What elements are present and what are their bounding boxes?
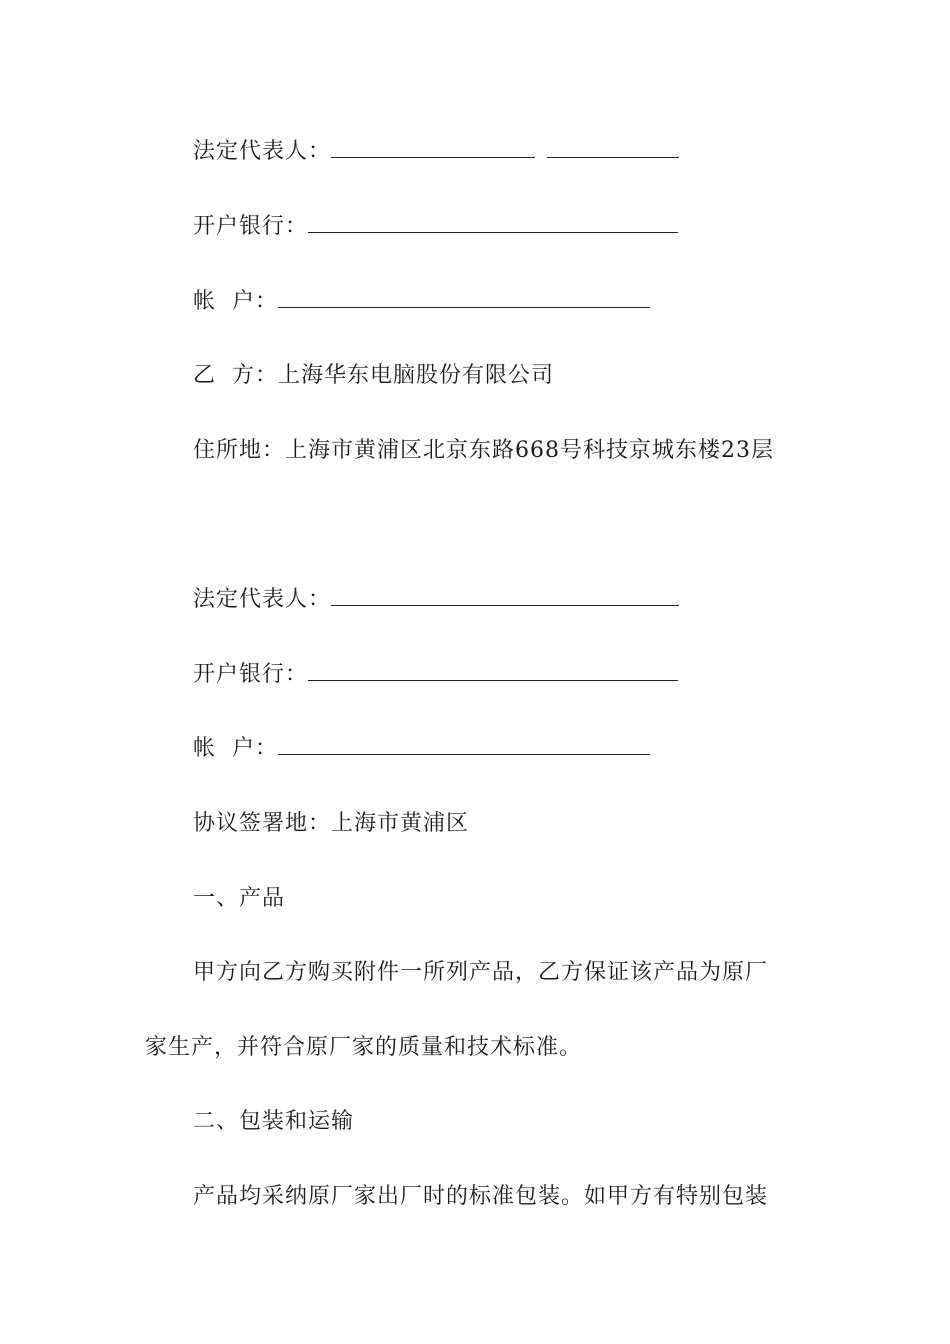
section-packaging-paragraph-line-1: 产品均采纳原厂家出厂时的标准包装。如甲方有特别包装 bbox=[193, 1184, 769, 1209]
party-b-address-row bbox=[193, 436, 774, 466]
party-a-legal-rep-row bbox=[193, 137, 679, 167]
party-b-bank-blank bbox=[308, 662, 678, 681]
party-b-bank-row bbox=[193, 660, 678, 690]
party-b-legal-rep-label: 法定代表人： bbox=[193, 587, 332, 612]
party-b-name-row bbox=[193, 361, 554, 391]
party-b-name-value: 上海华东电脑股份有限公司 bbox=[278, 363, 555, 388]
party-b-name-label: 乙 方： bbox=[193, 363, 278, 388]
party-a-bank-row bbox=[193, 212, 678, 242]
section-product-paragraph-line-1: 甲方向乙方购买附件一所列产品，乙方保证该产品为原厂 bbox=[193, 960, 769, 985]
party-a-bank-label: 开户银行： bbox=[193, 214, 309, 239]
party-b-bank-label: 开户银行： bbox=[193, 662, 309, 687]
party-a-account-blank bbox=[278, 289, 650, 308]
party-b-account-blank bbox=[278, 736, 650, 755]
party-a-account-label: 帐 户： bbox=[193, 289, 278, 314]
party-a-legal-rep-blank-2 bbox=[547, 139, 679, 158]
party-b-account-row bbox=[193, 734, 650, 764]
signing-place-value: 上海市黄浦区 bbox=[331, 811, 470, 836]
party-b-legal-rep-blank bbox=[331, 587, 679, 606]
party-a-legal-rep-label: 法定代表人： bbox=[193, 139, 332, 164]
section-product-paragraph-line-2: 家生产，并符合原厂家的质量和技术标准。 bbox=[145, 1035, 583, 1060]
party-b-account-label: 帐 户： bbox=[193, 736, 278, 761]
party-b-address-label: 住所地： bbox=[193, 438, 286, 463]
section-heading-packaging: 二、包装和运输 bbox=[193, 1109, 355, 1134]
party-b-legal-rep-row bbox=[193, 585, 679, 615]
party-a-bank-blank bbox=[308, 214, 678, 233]
party-b-address-value: 上海市黄浦区北京东路668号科技京城东楼23层 bbox=[285, 438, 775, 463]
section-heading-product: 一、产品 bbox=[193, 886, 286, 911]
party-a-account-row bbox=[193, 287, 650, 317]
party-a-legal-rep-blank bbox=[331, 139, 535, 158]
signing-place-label: 协议签署地： bbox=[193, 811, 332, 836]
signing-place-row bbox=[193, 809, 469, 839]
